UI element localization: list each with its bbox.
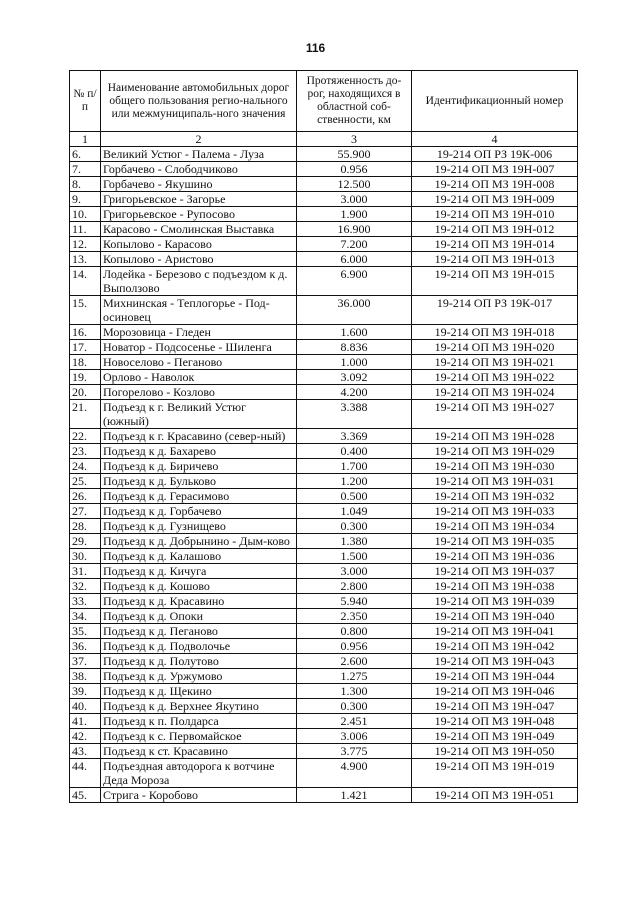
road-name: Погорелово - Козлово xyxy=(101,385,297,400)
table-row xyxy=(70,207,578,222)
road-identifier: 19-214 ОП МЗ 19Н-028 xyxy=(412,429,578,444)
road-identifier: 19-214 ОП МЗ 19Н-049 xyxy=(412,729,578,744)
road-identifier: 19-214 ОП МЗ 19Н-021 xyxy=(412,355,578,370)
row-number: 28. xyxy=(70,519,101,534)
road-identifier: 19-214 ОП МЗ 19Н-033 xyxy=(412,504,578,519)
table-row xyxy=(70,639,578,654)
road-identifier: 19-214 ОП МЗ 19Н-015 xyxy=(412,267,578,296)
table-row xyxy=(70,609,578,624)
table-row xyxy=(70,325,578,340)
road-length: 4.200 xyxy=(297,385,412,400)
road-length: 0.300 xyxy=(297,519,412,534)
road-name: Морозовица - Гледен xyxy=(101,325,297,340)
road-name: Подъезд к д. Гузнищево xyxy=(101,519,297,534)
road-name: Подъезд к д. Добрынино - Дым-ково xyxy=(101,534,297,549)
table-row xyxy=(70,714,578,729)
table-row xyxy=(70,252,578,267)
header-road-name: Наименование автомобильных дорог общего пользования регио-нального или межмуниципаль-ного значения xyxy=(101,71,297,132)
column-number: 2 xyxy=(101,132,297,147)
road-identifier: 19-214 ОП МЗ 19Н-039 xyxy=(412,594,578,609)
road-identifier: 19-214 ОП РЗ 19К-017 xyxy=(412,296,578,325)
road-name: Подъезд к г. Красавино (север-ный) xyxy=(101,429,297,444)
road-length: 1.700 xyxy=(297,459,412,474)
table-header-row xyxy=(70,71,578,132)
road-identifier: 19-214 ОП МЗ 19Н-044 xyxy=(412,669,578,684)
road-identifier: 19-214 ОП МЗ 19Н-027 xyxy=(412,400,578,429)
row-number: 20. xyxy=(70,385,101,400)
road-length: 1.421 xyxy=(297,788,412,803)
table-row xyxy=(70,459,578,474)
road-name: Великий Устюг - Палема - Луза xyxy=(101,147,297,162)
road-name: Подъезд к д. Бульково xyxy=(101,474,297,489)
road-name: Карасово - Смолинская Выставка xyxy=(101,222,297,237)
road-name: Подъезд к д. Уржумово xyxy=(101,669,297,684)
road-length: 0.800 xyxy=(297,624,412,639)
road-name: Стрига - Коробово xyxy=(101,788,297,803)
road-identifier: 19-214 ОП МЗ 19Н-022 xyxy=(412,370,578,385)
row-number: 15. xyxy=(70,296,101,325)
row-number: 6. xyxy=(70,147,101,162)
row-number: 31. xyxy=(70,564,101,579)
table-row xyxy=(70,267,578,296)
row-number: 45. xyxy=(70,788,101,803)
table-row xyxy=(70,444,578,459)
road-length: 1.900 xyxy=(297,207,412,222)
road-identifier: 19-214 ОП МЗ 19Н-050 xyxy=(412,744,578,759)
row-number: 29. xyxy=(70,534,101,549)
road-identifier: 19-214 ОП МЗ 19Н-040 xyxy=(412,609,578,624)
road-length: 1.300 xyxy=(297,684,412,699)
road-identifier: 19-214 ОП МЗ 19Н-009 xyxy=(412,192,578,207)
table-row xyxy=(70,759,578,788)
road-length: 2.451 xyxy=(297,714,412,729)
road-name: Подъезд к д. Кичуга xyxy=(101,564,297,579)
road-length: 1.275 xyxy=(297,669,412,684)
road-length: 3.092 xyxy=(297,370,412,385)
table-row xyxy=(70,534,578,549)
road-length: 3.006 xyxy=(297,729,412,744)
road-identifier: 19-214 ОП МЗ 19Н-036 xyxy=(412,549,578,564)
road-identifier: 19-214 ОП РЗ 19К-006 xyxy=(412,147,578,162)
row-number: 16. xyxy=(70,325,101,340)
road-name: Подъездная автодорога к вотчине Деда Мороза xyxy=(101,759,297,788)
road-length: 3.369 xyxy=(297,429,412,444)
road-identifier: 19-214 ОП МЗ 19Н-020 xyxy=(412,340,578,355)
road-identifier: 19-214 ОП МЗ 19Н-046 xyxy=(412,684,578,699)
road-length: 2.800 xyxy=(297,579,412,594)
column-number-row xyxy=(70,132,578,147)
road-length: 5.940 xyxy=(297,594,412,609)
table-row xyxy=(70,222,578,237)
road-identifier: 19-214 ОП МЗ 19Н-013 xyxy=(412,252,578,267)
road-length: 1.600 xyxy=(297,325,412,340)
road-length: 1.500 xyxy=(297,549,412,564)
table-row xyxy=(70,549,578,564)
road-name: Подъезд к д. Полутово xyxy=(101,654,297,669)
table-row xyxy=(70,579,578,594)
road-length: 0.400 xyxy=(297,444,412,459)
road-name: Михнинская - Теплогорье - Под-осиновец xyxy=(101,296,297,325)
road-name: Подъезд к с. Первомайское xyxy=(101,729,297,744)
road-length: 1.000 xyxy=(297,355,412,370)
road-name: Подъезд к ст. Красавино xyxy=(101,744,297,759)
table-row xyxy=(70,699,578,714)
road-name: Орлово - Наволок xyxy=(101,370,297,385)
road-identifier: 19-214 ОП МЗ 19Н-035 xyxy=(412,534,578,549)
road-length: 2.600 xyxy=(297,654,412,669)
road-length: 55.900 xyxy=(297,147,412,162)
road-identifier: 19-214 ОП МЗ 19Н-010 xyxy=(412,207,578,222)
road-name: Подъезд к п. Полдарса xyxy=(101,714,297,729)
row-number: 8. xyxy=(70,177,101,192)
row-number: 38. xyxy=(70,669,101,684)
table-row xyxy=(70,192,578,207)
road-length: 16.900 xyxy=(297,222,412,237)
roads-table xyxy=(69,70,578,803)
table-row xyxy=(70,237,578,252)
road-identifier: 19-214 ОП МЗ 19Н-031 xyxy=(412,474,578,489)
row-number: 23. xyxy=(70,444,101,459)
road-identifier: 19-214 ОП МЗ 19Н-024 xyxy=(412,385,578,400)
row-number: 10. xyxy=(70,207,101,222)
road-identifier: 19-214 ОП МЗ 19Н-038 xyxy=(412,579,578,594)
table-row xyxy=(70,162,578,177)
road-length: 7.200 xyxy=(297,237,412,252)
road-length: 0.300 xyxy=(297,699,412,714)
row-number: 44. xyxy=(70,759,101,788)
road-identifier: 19-214 ОП МЗ 19Н-034 xyxy=(412,519,578,534)
road-name: Подъезд к д. Подволочье xyxy=(101,639,297,654)
road-name: Новоселово - Пеганово xyxy=(101,355,297,370)
road-name: Подъезд к д. Пеганово xyxy=(101,624,297,639)
row-number: 12. xyxy=(70,237,101,252)
road-length: 1.200 xyxy=(297,474,412,489)
road-name: Григорьевское - Рупосово xyxy=(101,207,297,222)
table-row xyxy=(70,429,578,444)
road-name: Подъезд к д. Кошово xyxy=(101,579,297,594)
table-row xyxy=(70,624,578,639)
road-identifier: 19-214 ОП МЗ 19Н-048 xyxy=(412,714,578,729)
table-row xyxy=(70,729,578,744)
road-length: 0.956 xyxy=(297,162,412,177)
road-name: Новатор - Подсосенье - Шиленга xyxy=(101,340,297,355)
column-number: 4 xyxy=(412,132,578,147)
road-name: Лодейка - Березово с подъездом к д. Выползово xyxy=(101,267,297,296)
road-length: 36.000 xyxy=(297,296,412,325)
road-length: 12.500 xyxy=(297,177,412,192)
road-identifier: 19-214 ОП МЗ 19Н-041 xyxy=(412,624,578,639)
column-number: 3 xyxy=(297,132,412,147)
row-number: 33. xyxy=(70,594,101,609)
road-name: Подъезд к д. Щекино xyxy=(101,684,297,699)
road-name: Копылово - Карасово xyxy=(101,237,297,252)
row-number: 41. xyxy=(70,714,101,729)
table-row xyxy=(70,385,578,400)
header-identifier: Идентификационный номер xyxy=(412,71,578,132)
road-identifier: 19-214 ОП МЗ 19Н-007 xyxy=(412,162,578,177)
row-number: 11. xyxy=(70,222,101,237)
road-length: 2.350 xyxy=(297,609,412,624)
row-number: 36. xyxy=(70,639,101,654)
row-number: 13. xyxy=(70,252,101,267)
table-row xyxy=(70,684,578,699)
road-name: Подъезд к д. Герасимово xyxy=(101,489,297,504)
table-body xyxy=(70,147,578,803)
header-length: Протяженность до-рог, находящихся в областной соб-ственности, км xyxy=(297,71,412,132)
road-length: 1.049 xyxy=(297,504,412,519)
road-identifier: 19-214 ОП МЗ 19Н-047 xyxy=(412,699,578,714)
table-row xyxy=(70,400,578,429)
table-row xyxy=(70,654,578,669)
table-row xyxy=(70,744,578,759)
road-identifier: 19-214 ОП МЗ 19Н-051 xyxy=(412,788,578,803)
table-row xyxy=(70,669,578,684)
road-length: 3.000 xyxy=(297,192,412,207)
row-number: 43. xyxy=(70,744,101,759)
road-identifier: 19-214 ОП МЗ 19Н-032 xyxy=(412,489,578,504)
road-length: 4.900 xyxy=(297,759,412,788)
row-number: 7. xyxy=(70,162,101,177)
road-name: Копылово - Аристово xyxy=(101,252,297,267)
road-length: 0.500 xyxy=(297,489,412,504)
page-number: 116 xyxy=(305,41,326,55)
road-identifier: 19-214 ОП МЗ 19Н-042 xyxy=(412,639,578,654)
table-row xyxy=(70,340,578,355)
row-number: 18. xyxy=(70,355,101,370)
table-row xyxy=(70,370,578,385)
road-identifier: 19-214 ОП МЗ 19Н-012 xyxy=(412,222,578,237)
road-length: 6.000 xyxy=(297,252,412,267)
road-length: 0.956 xyxy=(297,639,412,654)
table-row xyxy=(70,355,578,370)
road-identifier: 19-214 ОП МЗ 19Н-043 xyxy=(412,654,578,669)
road-name: Подъезд к д. Верхнее Якутино xyxy=(101,699,297,714)
road-name: Григорьевское - Загорье xyxy=(101,192,297,207)
road-name: Подъезд к г. Великий Устюг (южный) xyxy=(101,400,297,429)
row-number: 22. xyxy=(70,429,101,444)
table-row xyxy=(70,519,578,534)
road-length: 6.900 xyxy=(297,267,412,296)
row-number: 17. xyxy=(70,340,101,355)
road-name: Горбачево - Слободчиково xyxy=(101,162,297,177)
road-identifier: 19-214 ОП МЗ 19Н-037 xyxy=(412,564,578,579)
road-identifier: 19-214 ОП МЗ 19Н-030 xyxy=(412,459,578,474)
row-number: 34. xyxy=(70,609,101,624)
road-identifier: 19-214 ОП МЗ 19Н-019 xyxy=(412,759,578,788)
row-number: 35. xyxy=(70,624,101,639)
road-name: Подъезд к д. Красавино xyxy=(101,594,297,609)
road-length: 1.380 xyxy=(297,534,412,549)
row-number: 42. xyxy=(70,729,101,744)
road-name: Подъезд к д. Калашово xyxy=(101,549,297,564)
row-number: 40. xyxy=(70,699,101,714)
road-length: 3.775 xyxy=(297,744,412,759)
table-row xyxy=(70,147,578,162)
road-identifier: 19-214 ОП МЗ 19Н-014 xyxy=(412,237,578,252)
road-identifier: 19-214 ОП МЗ 19Н-029 xyxy=(412,444,578,459)
row-number: 25. xyxy=(70,474,101,489)
column-number: 1 xyxy=(70,132,101,147)
row-number: 39. xyxy=(70,684,101,699)
road-identifier: 19-214 ОП МЗ 19Н-018 xyxy=(412,325,578,340)
row-number: 27. xyxy=(70,504,101,519)
road-length: 3.388 xyxy=(297,400,412,429)
row-number: 21. xyxy=(70,400,101,429)
row-number: 32. xyxy=(70,579,101,594)
table-row xyxy=(70,504,578,519)
table-row xyxy=(70,564,578,579)
table-row xyxy=(70,489,578,504)
road-name: Подъезд к д. Горбачево xyxy=(101,504,297,519)
row-number: 24. xyxy=(70,459,101,474)
road-name: Подъезд к д. Опоки xyxy=(101,609,297,624)
row-number: 14. xyxy=(70,267,101,296)
table-row xyxy=(70,594,578,609)
table-row xyxy=(70,788,578,803)
row-number: 37. xyxy=(70,654,101,669)
row-number: 19. xyxy=(70,370,101,385)
row-number: 9. xyxy=(70,192,101,207)
table-row xyxy=(70,177,578,192)
header-number: № п/п xyxy=(70,71,101,132)
road-length: 3.000 xyxy=(297,564,412,579)
road-name: Подъезд к д. Бахарево xyxy=(101,444,297,459)
road-name: Горбачево - Якушино xyxy=(101,177,297,192)
road-length: 8.836 xyxy=(297,340,412,355)
table-row xyxy=(70,296,578,325)
road-name: Подъезд к д. Биричево xyxy=(101,459,297,474)
road-identifier: 19-214 ОП МЗ 19Н-008 xyxy=(412,177,578,192)
table-row xyxy=(70,474,578,489)
row-number: 30. xyxy=(70,549,101,564)
row-number: 26. xyxy=(70,489,101,504)
